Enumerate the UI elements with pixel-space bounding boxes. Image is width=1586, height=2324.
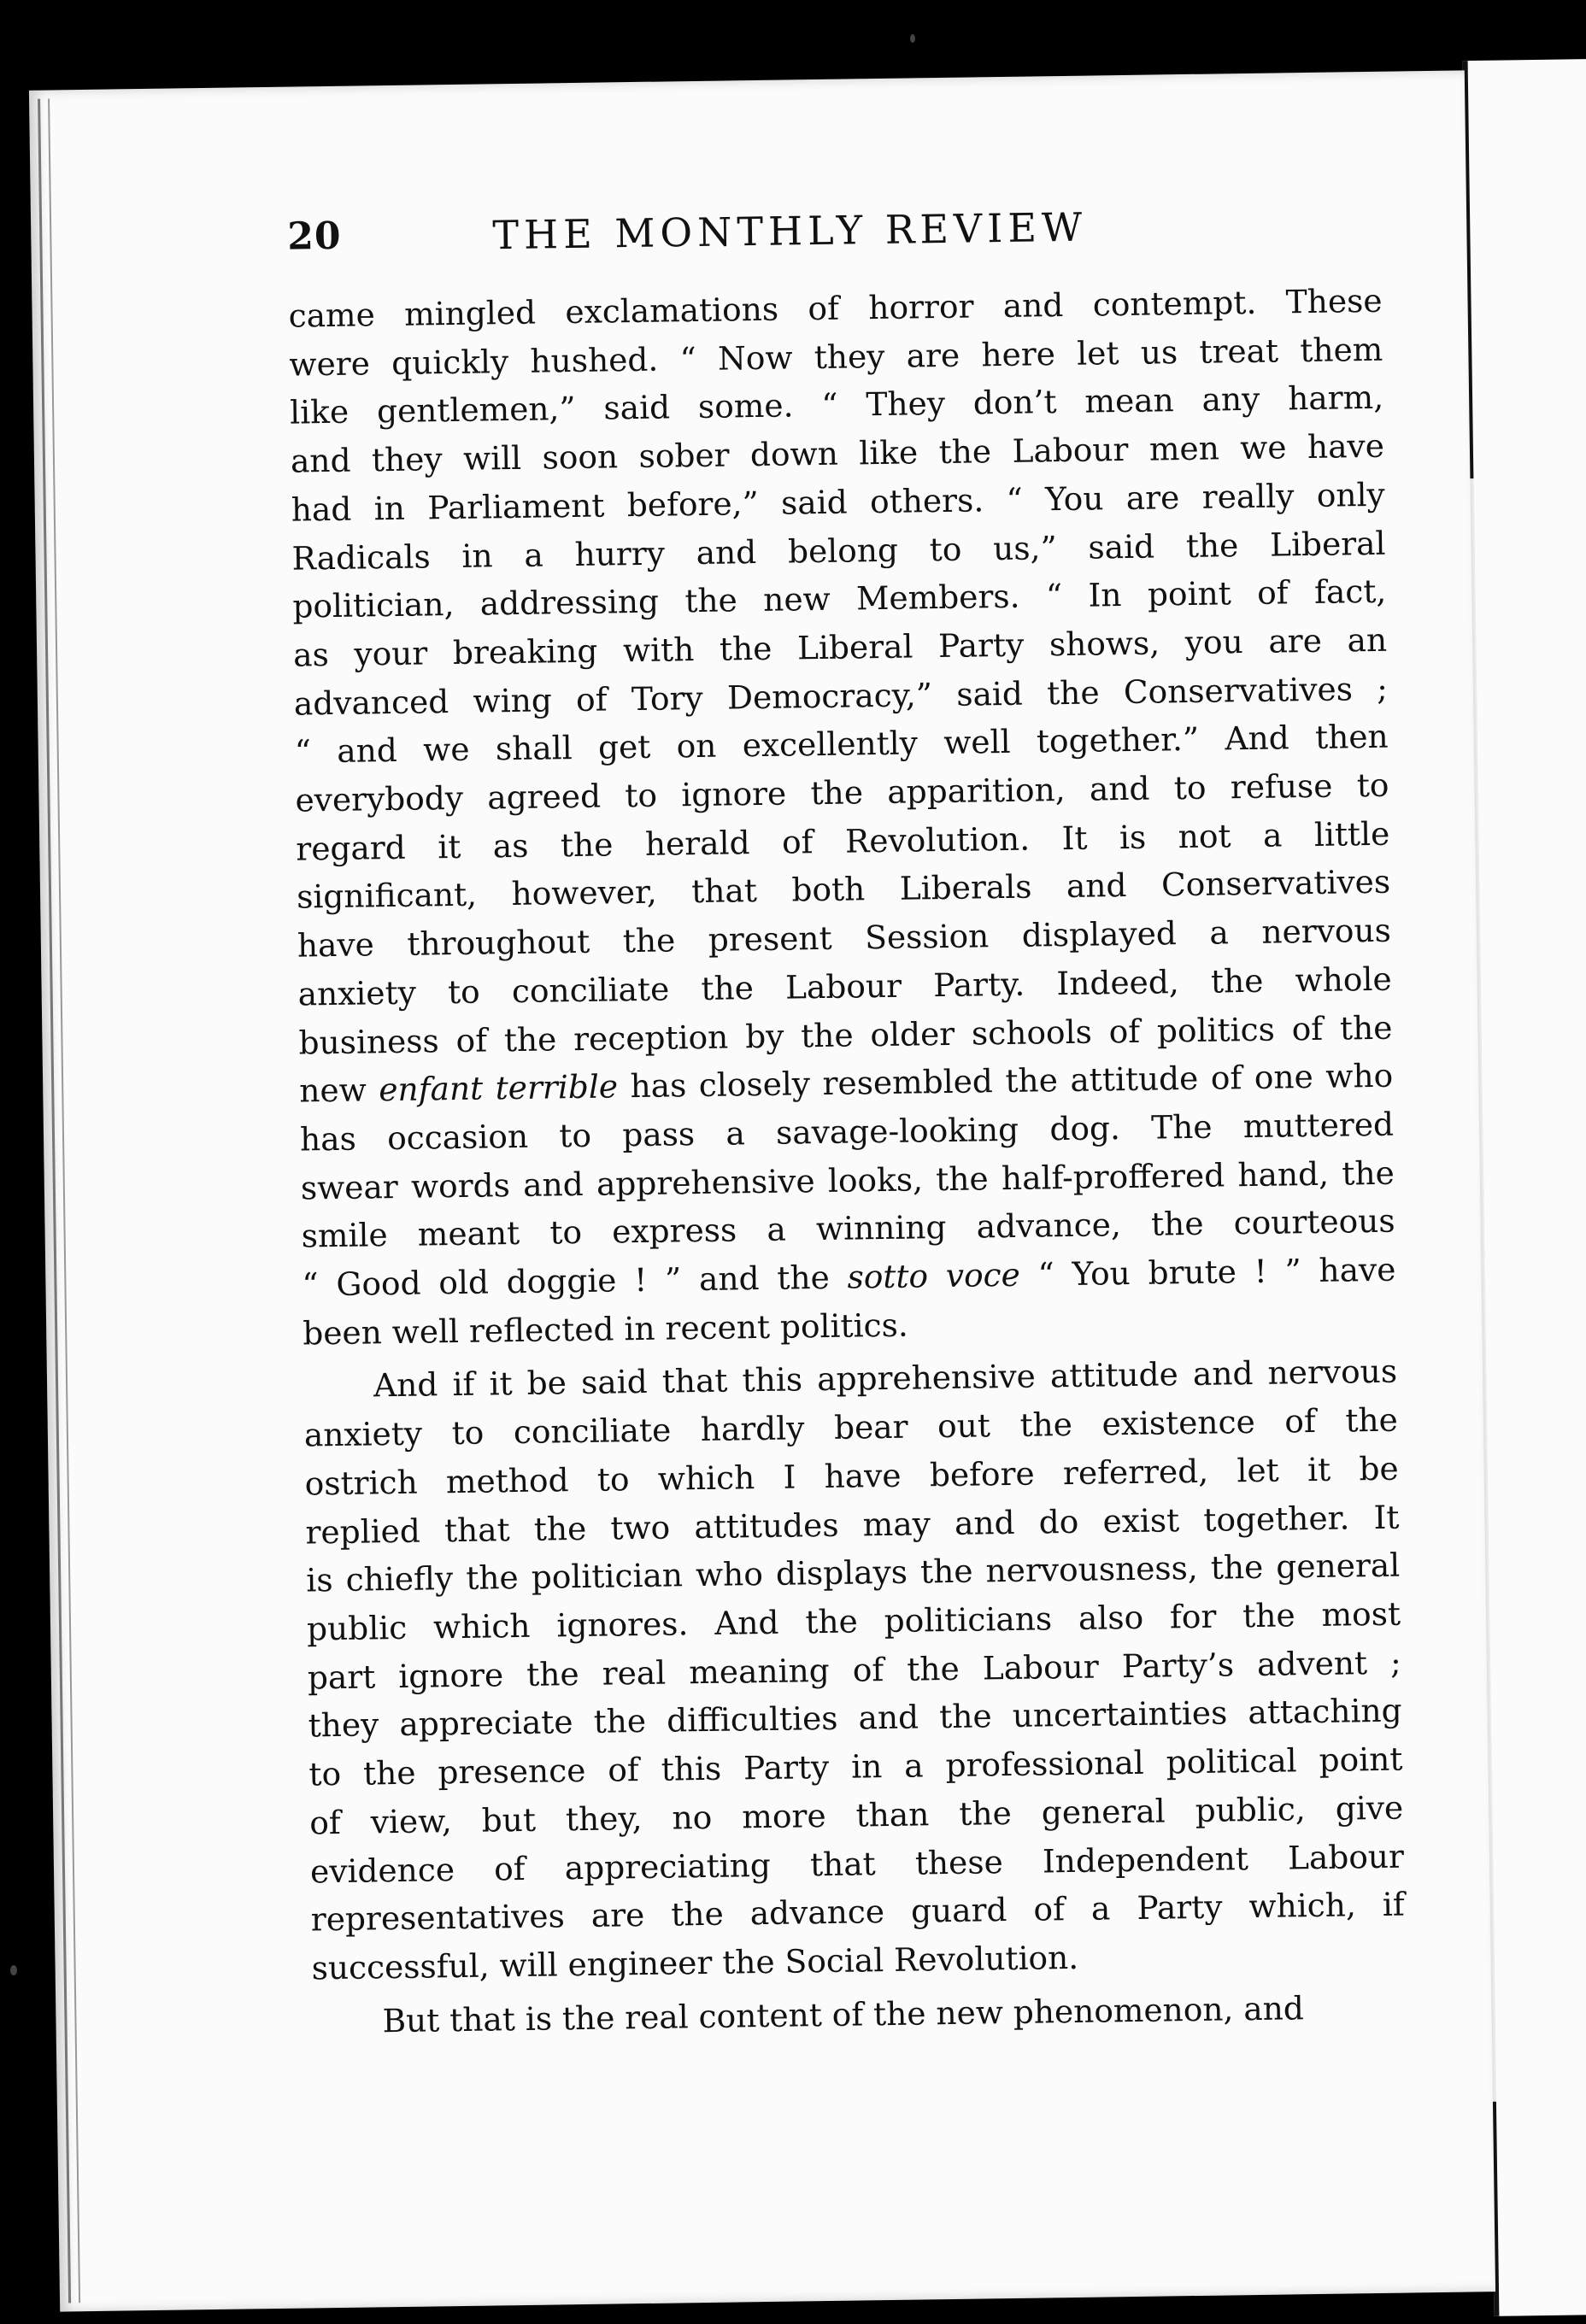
- text-segment: replied that the two attitudes may and do exist together. It: [305, 1498, 1400, 1552]
- text-segment: evidence of appreciating that these Independent Labour: [309, 1837, 1405, 1890]
- text-segment: as your breaking with the Liberal Party shows, you are an: [292, 620, 1388, 674]
- italic-phrase: enfant terrible: [379, 1067, 619, 1109]
- text-segment: anxiety to conciliate hardly bear out the existence of the: [303, 1400, 1399, 1454]
- text-segment: and they will soon sober down like the Labour men we have: [290, 426, 1385, 480]
- book-page: [29, 70, 1495, 2311]
- text-segment: to the presence of this Party in a professional political point: [308, 1740, 1403, 1793]
- text-segment: came mingled exclamations of horror and contempt. These: [288, 281, 1383, 335]
- text-segment: has closely resembled the attitude of one who: [617, 1056, 1394, 1106]
- text-segment: business of the reception by the older schools of politics of the: [298, 1008, 1393, 1062]
- text-segment: like gentlemen,” said some. “ They don’t mean any harm,: [289, 379, 1384, 432]
- text-segment: is chiefly the politician who displays the nervousness, the general: [306, 1546, 1401, 1599]
- text-segment: were quickly hushed. “ Now they are here let us treat them: [289, 330, 1383, 384]
- text-segment: significant, however, that both Liberals and Conservatives: [296, 863, 1391, 917]
- journal-title: THE MONTHLY REVIEW: [491, 203, 1088, 259]
- paragraph: [288, 277, 1396, 1358]
- page-number: 20: [286, 214, 342, 259]
- text-segment: have throughout the present Session displayed a nervous: [297, 911, 1392, 965]
- text-segment: politician, addressing the new Members. “ In point of fact,: [292, 572, 1387, 625]
- scan-speck: [10, 1965, 17, 1975]
- paragraph: [303, 1347, 1406, 1992]
- text-segment: had in Parliament before,” said others. “ You are really only: [291, 475, 1385, 529]
- text-segment: of view, but they, no more than the general public, give: [308, 1788, 1404, 1842]
- text-segment: anxiety to conciliate the Labour Party. Indeed, the whole: [297, 960, 1392, 1013]
- body-text: [288, 277, 1407, 2046]
- binding-line: [38, 99, 71, 2303]
- text-segment: ostrich method to which I have before referred, let it be: [304, 1449, 1399, 1503]
- text-segment: smile meant to express a winning advance, the courteous: [301, 1202, 1395, 1255]
- scan-speck: [910, 34, 915, 43]
- text-segment: everybody agreed to ignore the apparition, and to refuse to: [295, 766, 1389, 819]
- text-segment: representatives are the advance guard of a Party which, if: [310, 1885, 1406, 1939]
- text-segment: been well reflected in recent politics.: [302, 1306, 909, 1353]
- text-block: [287, 200, 1407, 2046]
- text-segment: new: [299, 1071, 379, 1110]
- text-segment: “ Good old doggie ! ” and the: [302, 1258, 848, 1304]
- text-segment: But that is the real content of the new phenomenon, and: [382, 1988, 1305, 2039]
- text-segment: regard it as the herald of Revolution. It is not a little: [296, 814, 1390, 868]
- text-segment: “ and we shall get on excellently well together.” And then: [294, 718, 1389, 771]
- text-segment: “ You brute ! ” have: [1019, 1250, 1396, 1294]
- running-head: [287, 200, 1382, 292]
- italic-phrase: sotto voce: [847, 1255, 1021, 1296]
- text-segment: Radicals in a hurry and belong to us,” said the Liberal: [291, 524, 1386, 578]
- text-segment: swear words and apprehensive looks, the half-proffered hand, the: [300, 1153, 1395, 1207]
- text-segment: part ignore the real meaning of the Labour Party’s advent ;: [307, 1643, 1402, 1697]
- text-segment: advanced wing of Tory Democracy,” said the Conservatives ;: [293, 669, 1389, 723]
- text-segment: has occasion to pass a savage-looking dog. The muttered: [299, 1105, 1395, 1159]
- text-segment: they appreciate the difficulties and the uncertainties attaching: [308, 1692, 1402, 1745]
- text-segment: public which ignores. And the politicians also for the most: [306, 1594, 1401, 1648]
- text-segment: And if it be said that this apprehensive attitude and nervous: [373, 1353, 1398, 1405]
- text-segment: successful, will engineer the Social Revolution.: [311, 1938, 1079, 1987]
